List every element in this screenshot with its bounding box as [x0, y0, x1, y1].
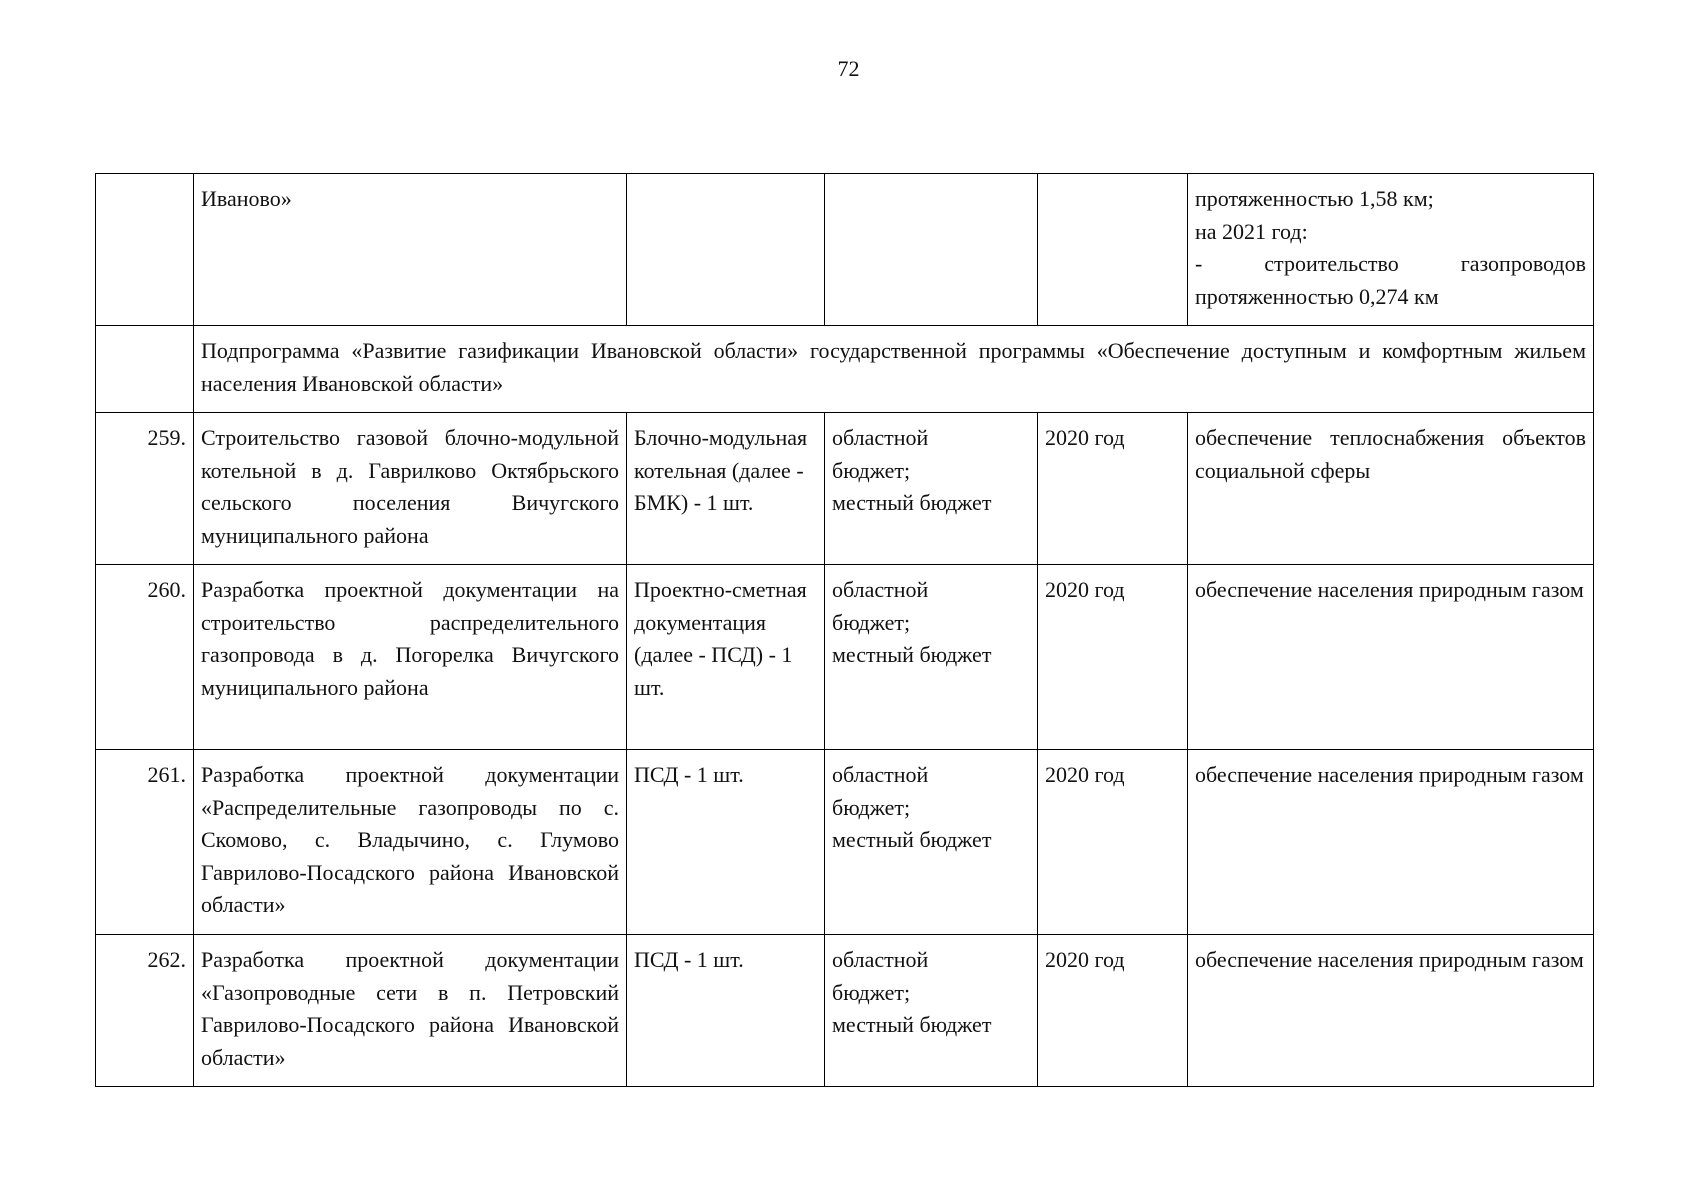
cell-num: 261.	[96, 750, 194, 935]
cell-num: 259.	[96, 413, 194, 565]
cell-result: обеспечение населения природным газом	[1188, 750, 1594, 935]
page-number: 72	[837, 56, 860, 81]
cell-indicator: Проектно-сметная документация (далее - ПСД) - 1 шт.	[627, 565, 825, 750]
result-line: - строительство газопроводов	[1195, 251, 1586, 276]
source-line: местный бюджет	[832, 827, 992, 852]
cell-source	[825, 750, 1038, 935]
cell-result: обеспечение теплоснабжения объектов социальной сферы	[1188, 413, 1594, 565]
cell-source	[825, 565, 1038, 750]
cell-result: обеспечение населения природным газом	[1188, 935, 1594, 1087]
table-row-subprogram	[96, 326, 1594, 413]
source-line: местный бюджет	[832, 490, 992, 515]
cell-source	[825, 935, 1038, 1087]
source-line: областной	[832, 947, 929, 972]
cell-name	[194, 174, 627, 326]
source-line: бюджет;	[832, 794, 911, 820]
cell-result: обеспечение населения природным газом	[1188, 565, 1594, 750]
cell-name: Разработка проектной документации на строительство распределительного газопровода в д. Погорелка Вичугского муниципального района	[194, 565, 627, 750]
subprogram-title: Подпрограмма «Развитие газификации Ивановской области» государственной программы «Обеспечение доступным и комфортным жильем населения Ивановской области»	[194, 326, 1594, 413]
cell-indicator: Блочно-модульная котельная (далее - БМК) - 1 шт.	[627, 413, 825, 565]
cell-name-text: Иваново»	[201, 186, 292, 211]
table-row	[96, 935, 1594, 1087]
table-row	[96, 413, 1594, 565]
cell-name: Строительство газовой блочно-модульной котельной в д. Гаврилково Октябрьского сельского поселения Вичугского муниципального района	[194, 413, 627, 565]
measures-table	[95, 173, 1594, 1087]
cell-indicator	[627, 174, 825, 326]
source-line: местный бюджет	[832, 1012, 992, 1037]
source-line: местный бюджет	[832, 642, 992, 667]
cell-period	[1038, 174, 1188, 326]
cell-period: 2020 год	[1038, 750, 1188, 935]
result-line: протяженностью 1,58 км;	[1195, 186, 1434, 211]
cell-num: 262.	[96, 935, 194, 1087]
table-row-continuation	[96, 174, 1594, 326]
table-row	[96, 565, 1594, 750]
result-line: на 2021 год:	[1195, 218, 1308, 244]
cell-num	[96, 326, 194, 413]
source-line: областной	[832, 762, 929, 787]
source-line: бюджет;	[832, 609, 911, 635]
cell-indicator: ПСД - 1 шт.	[627, 750, 825, 935]
cell-result	[1188, 174, 1594, 326]
cell-name: Разработка проектной документации «Распределительные газопроводы по с. Скомово, с. Владычино, с. Глумово Гаврилово-Посадского района Ивановской области»	[194, 750, 627, 935]
cell-source	[825, 174, 1038, 326]
result-line: протяженностью 0,274 км	[1195, 283, 1439, 309]
cell-period: 2020 год	[1038, 565, 1188, 750]
table-row	[96, 750, 1594, 935]
cell-period: 2020 год	[1038, 413, 1188, 565]
cell-num: 260.	[96, 565, 194, 750]
cell-name: Разработка проектной документации «Газопроводные сети в п. Петровский Гаврилово-Посадского района Ивановской области»	[194, 935, 627, 1087]
cell-source	[825, 413, 1038, 565]
source-line: бюджет;	[832, 457, 911, 483]
cell-num	[96, 174, 194, 326]
source-line: областной	[832, 577, 929, 602]
cell-period: 2020 год	[1038, 935, 1188, 1087]
source-line: бюджет;	[832, 979, 911, 1005]
cell-indicator: ПСД - 1 шт.	[627, 935, 825, 1087]
source-line: областной	[832, 425, 929, 450]
